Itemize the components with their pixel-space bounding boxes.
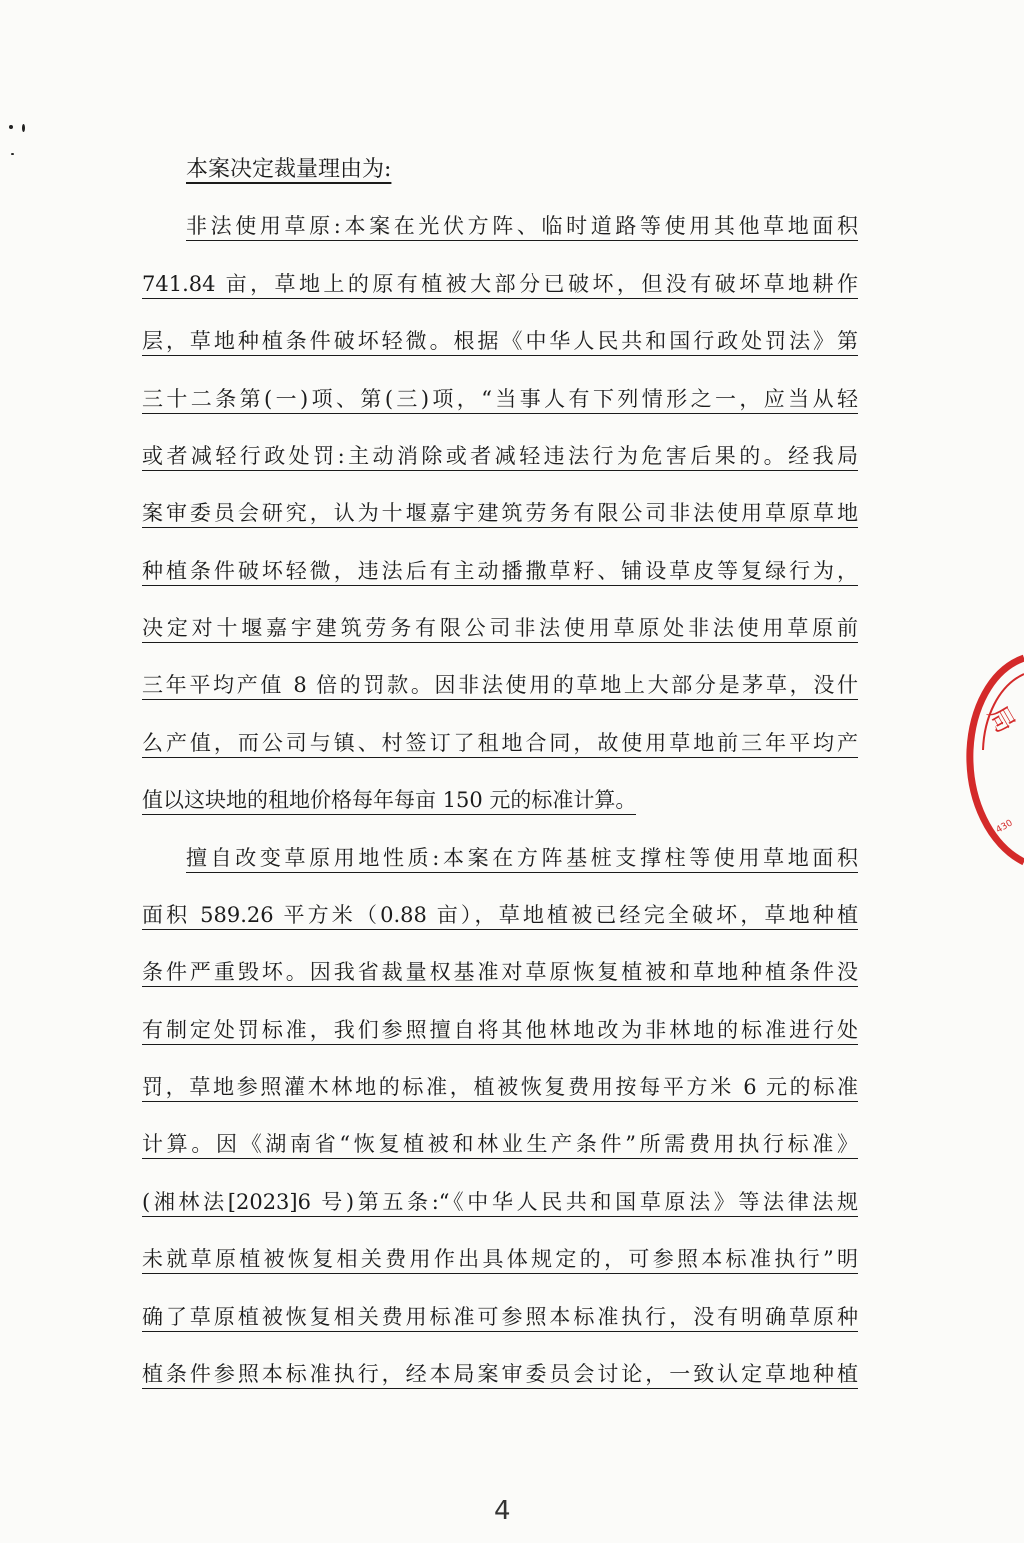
scan-speck — [22, 124, 25, 132]
page-number: 4 — [494, 1496, 511, 1526]
body-line: 擅自改变草原用地性质:本案在方阵基桩支撑柱等使用草地面积 — [186, 846, 858, 870]
seal-character: 局 — [981, 700, 1021, 739]
scan-speck — [9, 125, 13, 129]
body-line: 值以这块地的租地价格每年每亩 150 元的标准计算。 — [142, 788, 637, 812]
body-line: 植条件参照本标准执行，经本局案审委员会讨论，一致认定草地种植 — [142, 1362, 858, 1386]
body-line: 案审委员会研究，认为十堰嘉宇建筑劳务有限公司非法使用草原草地 — [142, 501, 858, 525]
body-line: 种植条件破坏轻微，违法后有主动播撒草籽、铺设草皮等复绿行为， — [142, 559, 858, 583]
body-line: 面积 589.26 平方米（0.88 亩），草地植被已经完全破坏，草地种植 — [142, 903, 858, 927]
seal-digits: 430 — [994, 818, 1015, 836]
body-line: 么产值，而公司与镇、村签订了租地合同，故使用草地前三年平均产 — [142, 731, 858, 755]
body-line: 或者减轻行政处罚:主动消除或者减轻违法行为危害后果的。经我局 — [142, 444, 858, 468]
body-line: 741.84 亩，草地上的原有植被大部分已破坏，但没有破坏草地耕作 — [142, 272, 858, 296]
scan-speck — [11, 153, 14, 155]
official-seal — [950, 640, 1024, 880]
body-line: 条件严重毁坏。因我省裁量权基准对草原恢复植被和草地种植条件没 — [142, 960, 858, 984]
body-line: 有制定处罚标准，我们参照擅自将其他林地改为非林地的标准进行处 — [142, 1018, 858, 1042]
body-line: 确了草原植被恢复相关费用标准可参照本标准执行，没有明确草原种 — [142, 1305, 858, 1329]
body-line: 未就草原植被恢复相关费用作出具体规定的，可参照本标准执行”明 — [142, 1247, 858, 1271]
body-line: (湘林法[2023]6 号)第五条:“《中华人民共和国草原法》等法律法规 — [142, 1190, 858, 1214]
body-line: 罚，草地参照灌木林地的标准，植被恢复费用按每平方米 6 元的标准 — [142, 1075, 858, 1099]
body-line: 决定对十堰嘉宇建筑劳务有限公司非法使用草原处非法使用草原前 — [142, 616, 858, 640]
body-line: 三十二条第(一)项、第(三)项，“当事人有下列情形之一，应当从轻 — [142, 387, 858, 411]
body-line: 计算。因《湖南省“恢复植被和林业生产条件”所需费用执行标准》 — [142, 1132, 858, 1156]
section-heading: 本案决定裁量理由为: — [186, 157, 392, 182]
body-line: 非法使用草原:本案在光伏方阵、临时道路等使用其他草地面积 — [186, 214, 858, 238]
body-line: 三年平均产值 8 倍的罚款。因非法使用的草地上大部分是茅草，没什 — [142, 673, 858, 697]
body-line: 层，草地种植条件破坏轻微。根据《中华人民共和国行政处罚法》第 — [142, 329, 858, 353]
